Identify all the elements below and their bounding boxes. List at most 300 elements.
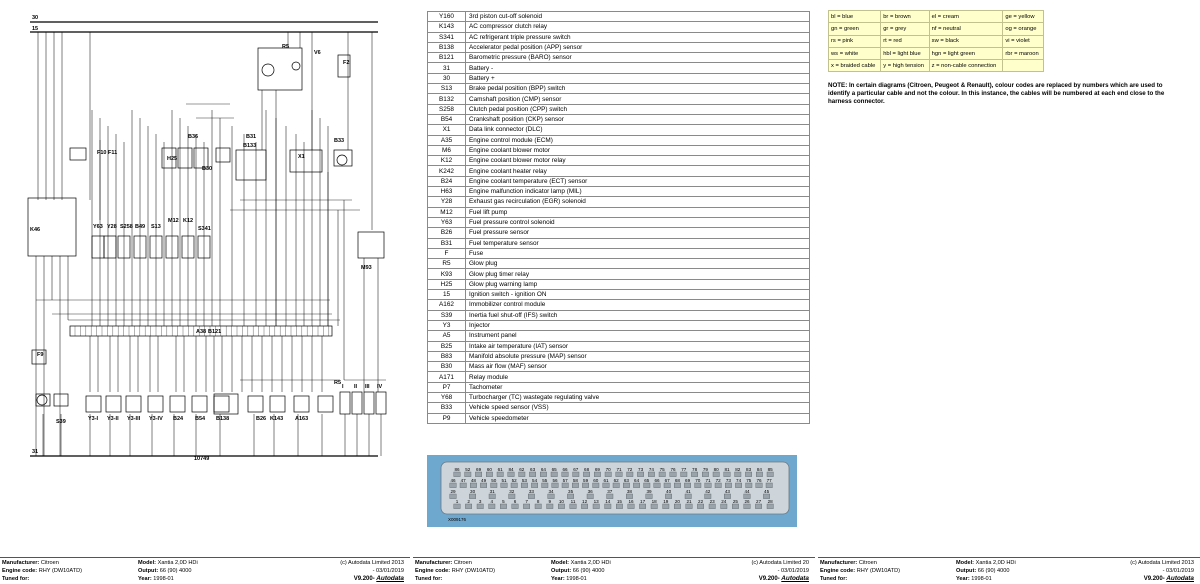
legend-description: Fuel pressure control solenoid: [466, 217, 810, 227]
connector-pin-number: 9: [548, 499, 552, 504]
connector-pin: [528, 494, 534, 499]
legend-code: A171: [428, 372, 466, 382]
connector-pin: [715, 483, 721, 488]
connector-pin-number: 74: [736, 478, 742, 483]
legend-row: [428, 259, 810, 269]
legend-row: [428, 248, 810, 258]
legend-description: Glow plug: [466, 259, 810, 269]
colour-code-cell: ge = yellow: [1003, 11, 1044, 23]
connector-pin-number: 79: [702, 467, 708, 472]
connector-pin: [567, 494, 573, 499]
component-label: B26: [256, 416, 267, 422]
legend-row: [428, 73, 810, 83]
component-label: M12: [168, 218, 179, 224]
legend-row: [428, 290, 810, 300]
connector-pin: [732, 504, 738, 509]
legend-description: Engine coolant heater relay: [466, 166, 810, 176]
footer-block: [413, 557, 815, 584]
component-label: Y63: [93, 224, 103, 230]
legend-code: S13: [428, 84, 466, 94]
connector-pin: [756, 483, 762, 488]
legend-description: Battery -: [466, 63, 810, 73]
copyright: (c) Autodata Limited 2013: [340, 560, 404, 566]
legend-description: Vehicle speedometer: [466, 413, 810, 423]
component-label: S39: [56, 419, 66, 425]
connector-pin-number: 19: [663, 499, 669, 504]
legend-code: K12: [428, 156, 466, 166]
connector-pin: [450, 483, 456, 488]
legend-code: M12: [428, 207, 466, 217]
component-box: [258, 48, 302, 90]
connector-pin-number: 65: [644, 478, 650, 483]
connector-pin-number: 55: [542, 478, 548, 483]
legend-code: 15: [428, 290, 466, 300]
connector-pin-number: 76: [756, 478, 762, 483]
model-value: Xantia 2,0D HDi: [975, 560, 1016, 566]
connector-pin-number: 78: [692, 467, 698, 472]
legend-row: [428, 382, 810, 392]
connector-pin-number: 16: [628, 499, 634, 504]
connector-pin: [547, 504, 553, 509]
connector-pin: [735, 483, 741, 488]
colour-code-cell: nf = neutral: [929, 23, 1003, 35]
legend-description: Fuse: [466, 248, 810, 258]
connector-pin-number: 72: [715, 478, 721, 483]
legend-row: [428, 217, 810, 227]
component-box: [318, 396, 333, 412]
model-label: Model:: [956, 560, 975, 566]
connector-pin: [500, 504, 506, 509]
connector-pin-number: 26: [744, 499, 750, 504]
connector-pin-number: 36: [587, 489, 593, 494]
legend-code: K93: [428, 269, 466, 279]
legend-description: Brake pedal position (BPP) switch: [466, 84, 810, 94]
connector-pin: [593, 504, 599, 509]
connector-pin-number: 40: [666, 489, 672, 494]
connector-pin: [705, 483, 711, 488]
legend-description: Mass air flow (MAF) sensor: [466, 362, 810, 372]
component-symbol: [37, 395, 47, 405]
legend-description: Manifold absolute pressure (MAP) sensor: [466, 351, 810, 361]
connector-pin-number: 59: [583, 478, 589, 483]
component-label: Y3-III: [127, 416, 141, 422]
connector-pin: [570, 504, 576, 509]
legend-description: Intake air temperature (IAT) sensor: [466, 341, 810, 351]
connector-pin: [613, 483, 619, 488]
connector-pin: [665, 494, 671, 499]
connector-pin: [767, 504, 773, 509]
legend-code: Y160: [428, 12, 466, 22]
connector-pin-number: 58: [572, 478, 578, 483]
connector-pin-number: 67: [573, 467, 579, 472]
connector-pin-number: 71: [705, 478, 711, 483]
legend-description: Ignition switch - ignition ON: [466, 290, 810, 300]
connector-pin-number: 15: [616, 499, 622, 504]
colour-code-cell: sw = black: [929, 35, 1003, 47]
connector-pin: [684, 483, 690, 488]
connector-pin: [766, 483, 772, 488]
component-legend-table: [427, 11, 810, 424]
connector-pin-number: 69: [476, 467, 482, 472]
legend-code: A162: [428, 300, 466, 310]
connector-pin: [477, 504, 483, 509]
connector-pin-number: 71: [616, 467, 622, 472]
connector-pin: [486, 472, 492, 477]
component-label: R5: [334, 380, 342, 386]
legend-code: B24: [428, 176, 466, 186]
connector-pin-number: 52: [511, 478, 517, 483]
connector-pin: [465, 472, 471, 477]
connector-pin-number: 73: [725, 478, 731, 483]
connector-pin-number: 3: [478, 499, 482, 504]
legend-description: Instrument panel: [466, 331, 810, 341]
connector-reference: X009176: [448, 517, 467, 522]
component-box: [352, 392, 362, 414]
wiring-schematic: [0, 0, 400, 470]
connector-pin: [691, 472, 697, 477]
legend-description: Data link connector (DLC): [466, 125, 810, 135]
component-label: S341: [198, 226, 211, 232]
connector-pin-number: 61: [603, 478, 609, 483]
connector-pin: [454, 504, 460, 509]
connector-pin: [551, 472, 557, 477]
connector-pin-number: 86: [454, 467, 460, 472]
year-label: Year:: [956, 576, 970, 582]
legend-row: [428, 63, 810, 73]
component-symbol: [292, 62, 300, 70]
connector-pin: [582, 483, 588, 488]
autodata-logo: Autodata: [781, 575, 809, 582]
output-value: 66 (90) 4000: [572, 568, 605, 574]
connector-pin-number: 5: [502, 499, 505, 504]
legend-row: [428, 269, 810, 279]
legend-row: [428, 238, 810, 248]
connector-pin-number: 66: [562, 467, 568, 472]
colour-code-note: NOTE: In certain diagrams (Citroen, Peugeot & Renault), colour codes are replaced by numbers which are used to identify a particular cable and not the colour. In this instance, the cables will be numbered at each end close to the harness connector.: [828, 82, 1165, 105]
connector-pin: [535, 504, 541, 509]
connector-pin-number: 35: [568, 489, 574, 494]
connector-pin: [721, 504, 727, 509]
manufacturer-value: Citroen: [858, 560, 877, 566]
legend-description: Engine coolant blower motor: [466, 145, 810, 155]
connector-pin-number: 47: [460, 478, 466, 483]
connector-pin-number: 43: [724, 489, 730, 494]
connector-pin: [529, 472, 535, 477]
connector-pin-number: 62: [613, 478, 619, 483]
connector-pin: [756, 472, 762, 477]
connector-pin-number: 33: [528, 489, 534, 494]
connector-pin-number: 10: [558, 499, 564, 504]
legend-description: Vehicle speed sensor (VSS): [466, 403, 810, 413]
connector-pin-number: 20: [674, 499, 680, 504]
manufacturer-label: Manufacturer:: [2, 560, 40, 566]
connector-pin: [469, 494, 475, 499]
copyright: (c) Autodata Limited 2013: [1130, 560, 1194, 566]
footer-block: [818, 557, 1200, 584]
connector-pin: [648, 472, 654, 477]
connector-pin: [744, 504, 750, 509]
connector-pin: [573, 472, 579, 477]
connector-pin: [548, 494, 554, 499]
component-label: 10749: [194, 456, 210, 462]
connector-pin: [480, 483, 486, 488]
rail-label: 30: [32, 15, 39, 21]
date: - 03/01/2019: [1162, 568, 1194, 574]
component-label: R5: [282, 44, 290, 50]
connector-pin-number: 56: [552, 478, 558, 483]
legend-code: B33: [428, 403, 466, 413]
legend-row: [428, 392, 810, 402]
connector-pin-number: 60: [593, 478, 599, 483]
version: V9.200-: [353, 576, 375, 582]
connector-pin-number: 75: [746, 478, 752, 483]
legend-code: 31: [428, 63, 466, 73]
connector-pin-number: 29: [450, 489, 456, 494]
connector-pin: [511, 483, 517, 488]
colour-code-cell: gn = green: [829, 23, 881, 35]
connector-pin-number: 1: [455, 499, 459, 504]
connector-pin: [521, 483, 527, 488]
connector-pin: [508, 472, 514, 477]
colour-code-cell: hbl = light blue: [881, 47, 929, 59]
legend-code: H63: [428, 187, 466, 197]
output-label: Output:: [138, 568, 159, 574]
component-box: [248, 396, 263, 412]
component-label: B138: [216, 416, 230, 422]
component-box: [70, 148, 86, 160]
component-box: [364, 392, 374, 414]
component-label: B36: [188, 134, 199, 140]
connector-pin: [674, 504, 680, 509]
engine-label: Engine code:: [820, 568, 856, 574]
connector-pin: [695, 483, 701, 488]
connector-pin-number: 31: [489, 489, 495, 494]
connector-pin: [594, 472, 600, 477]
connector-pin: [501, 483, 507, 488]
component-label: M93: [361, 265, 372, 271]
component-label: B133: [243, 143, 257, 149]
connector-pin-number: 61: [497, 467, 503, 472]
date: - 03/01/2019: [372, 568, 404, 574]
connector-pin: [627, 472, 633, 477]
connector-pin-number: 63: [530, 467, 536, 472]
legend-row: [428, 84, 810, 94]
component-box: [236, 150, 266, 180]
component-label: K12: [183, 218, 194, 224]
output-label: Output:: [956, 568, 977, 574]
connector-pin: [605, 504, 611, 509]
component-label: H25: [167, 156, 178, 162]
component-symbol: [337, 155, 347, 165]
footer-block: [0, 557, 410, 584]
connector-pin-number: 28: [767, 499, 773, 504]
component-box: [106, 396, 121, 412]
connector-pin: [562, 472, 568, 477]
connector-pin-number: 7: [525, 499, 528, 504]
legend-row: [428, 413, 810, 423]
colour-code-cell: rs = pink: [829, 35, 881, 47]
connector-pin: [581, 504, 587, 509]
connector-pin: [724, 494, 730, 499]
connector-pin-number: 64: [634, 478, 640, 483]
component-box: [148, 396, 163, 412]
connector-pin-number: 75: [659, 467, 665, 472]
legend-row: [428, 53, 810, 63]
connector-pin-number: 52: [465, 467, 471, 472]
component-label: A163: [295, 416, 309, 422]
output-value: 66 (90) 4000: [159, 568, 192, 574]
legend-code: K242: [428, 166, 466, 176]
component-box: [290, 150, 322, 172]
connector-pin: [746, 483, 752, 488]
engine-label: Engine code:: [2, 568, 38, 574]
colour-code-cell: z = non-cable connection: [929, 60, 1003, 72]
connector-pin: [450, 494, 456, 499]
component-label: S258: [120, 224, 133, 230]
colour-code-cell: ws = white: [829, 47, 881, 59]
autodata-logo: Autodata: [376, 575, 404, 582]
connector-pin: [531, 483, 537, 488]
component-box: [54, 394, 68, 406]
colour-code-cell: gr = grey: [881, 23, 929, 35]
rail-label: 31: [32, 449, 39, 455]
connector-pin-number: 12: [582, 499, 588, 504]
connector-pin-number: 39: [646, 489, 652, 494]
year-value: 1998-01: [153, 576, 174, 582]
connector-pin: [639, 504, 645, 509]
component-label: S13: [151, 224, 161, 230]
legend-code: S39: [428, 310, 466, 320]
connector-pin: [681, 472, 687, 477]
component-box: [36, 394, 50, 406]
colour-code-cell: el = cream: [929, 11, 1003, 23]
colour-row: [829, 11, 1044, 23]
legend-row: [428, 114, 810, 124]
colour-row: [829, 47, 1044, 59]
connector-pin-number: 68: [674, 478, 680, 483]
connector-pin-number: 69: [594, 467, 600, 472]
version: V9.200-: [758, 576, 780, 582]
connector-pin-number: 50: [491, 478, 497, 483]
component-label: F9: [37, 352, 44, 358]
legend-code: A5: [428, 331, 466, 341]
legend-description: AC compressor clutch relay: [466, 22, 810, 32]
legend-row: [428, 176, 810, 186]
legend-description: Inertia fuel shut-off (IFS) switch: [466, 310, 810, 320]
colour-code-cell: rt = red: [881, 35, 929, 47]
connector-pin: [540, 472, 546, 477]
connector-pin: [583, 472, 589, 477]
component-label: B24: [173, 416, 184, 422]
version: V9.200-: [1143, 576, 1165, 582]
legend-code: B138: [428, 42, 466, 52]
tuned-label: Tuned for:: [820, 576, 848, 582]
legend-row: [428, 279, 810, 289]
legend-row: [428, 104, 810, 114]
legend-code: S341: [428, 32, 466, 42]
colour-code-cell: br = brown: [881, 11, 929, 23]
connector-pin: [755, 504, 761, 509]
connector-pin-number: 48: [470, 478, 476, 483]
connector-pin-number: 11: [570, 499, 576, 504]
connector-pin-number: 51: [501, 478, 507, 483]
legend-row: [428, 331, 810, 341]
connector-pin-number: 68: [584, 467, 590, 472]
connector-pin: [670, 472, 676, 477]
legend-code: Y28: [428, 197, 466, 207]
model-label: Model:: [138, 560, 157, 566]
connector-pin: [633, 483, 639, 488]
colour-code-cell: hgn = light green: [929, 47, 1003, 59]
connector-pin-number: 6: [513, 499, 517, 504]
connector-pin: [491, 483, 497, 488]
legend-row: [428, 12, 810, 22]
connector-pin: [475, 472, 481, 477]
connector-pin: [685, 494, 691, 499]
legend-row: [428, 300, 810, 310]
tuned-label: Tuned for:: [415, 576, 443, 582]
colour-code-cell: rbr = maroon: [1003, 47, 1044, 59]
component-label: K143: [270, 416, 284, 422]
connector-pin: [454, 472, 460, 477]
legend-code: 30: [428, 73, 466, 83]
connector-pin: [705, 494, 711, 499]
connector-pin-number: 32: [509, 489, 515, 494]
connector-pin: [644, 483, 650, 488]
connector-pin-number: 60: [486, 467, 492, 472]
manufacturer-label: Manufacturer:: [820, 560, 858, 566]
legend-description: Accelerator pedal position (APP) sensor: [466, 42, 810, 52]
legend-code: H25: [428, 279, 466, 289]
connector-pin: [659, 472, 665, 477]
component-box: [104, 236, 116, 258]
date: - 03/01/2019: [777, 568, 809, 574]
connector-pin: [523, 504, 529, 509]
legend-description: Crankshaft position (CKP) sensor: [466, 114, 810, 124]
connector-pin-number: 4: [490, 499, 494, 504]
connector-pin-number: 85: [767, 467, 773, 472]
legend-description: Immobilizer control module: [466, 300, 810, 310]
component-box: [358, 232, 384, 258]
component-label: B49: [135, 224, 146, 230]
connector-pin-number: 54: [532, 478, 538, 483]
legend-row: [428, 228, 810, 238]
connector-pin: [628, 504, 634, 509]
year-label: Year:: [551, 576, 565, 582]
component-label: K46: [30, 227, 41, 233]
legend-row: [428, 197, 810, 207]
component-label: B30: [202, 166, 213, 172]
legend-row: [428, 135, 810, 145]
connector-pin: [686, 504, 692, 509]
connector-pin-number: 46: [450, 478, 456, 483]
connector-pin-number: 73: [638, 467, 644, 472]
footer-strip: [0, 557, 1200, 584]
connector-pin: [735, 472, 741, 477]
copyright: (c) Autodata Limited 20: [751, 560, 809, 566]
connector-pin-number: 13: [593, 499, 599, 504]
connector-pin-number: 81: [724, 467, 730, 472]
component-label: II: [354, 384, 358, 390]
legend-code: Y68: [428, 392, 466, 402]
legend-code: Y63: [428, 217, 466, 227]
connector-pin-number: 30: [470, 489, 476, 494]
colour-code-cell: [1003, 60, 1044, 72]
component-label: IV: [377, 384, 383, 390]
connector-pin-number: 83: [746, 467, 752, 472]
legend-description: Clutch pedal position (CPP) switch: [466, 104, 810, 114]
component-label: B31: [246, 134, 257, 140]
